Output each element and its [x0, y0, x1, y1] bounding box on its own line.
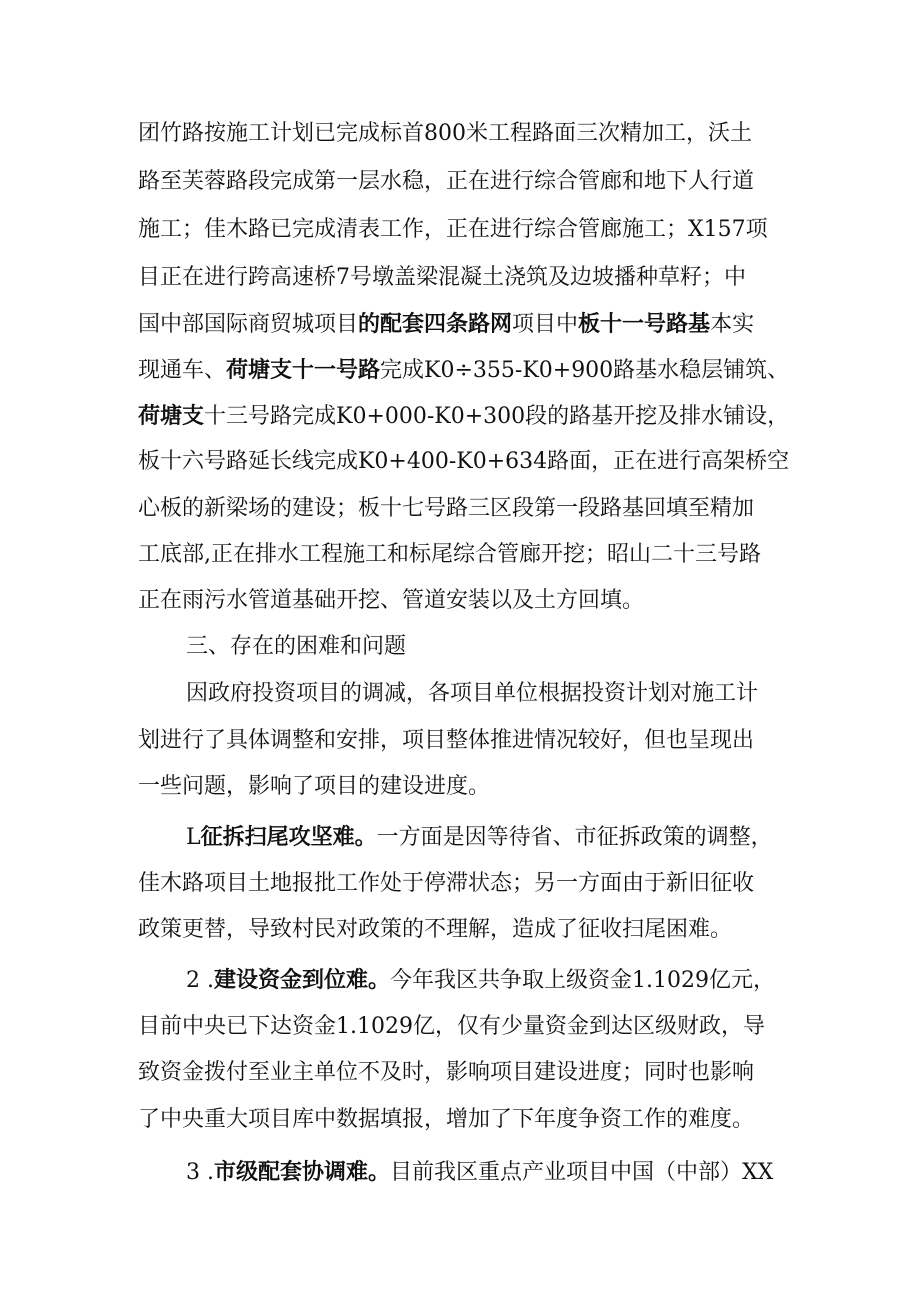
- list-item-first-line: [186, 960, 920, 1000]
- text-span: 本实: [710, 312, 755, 337]
- paragraph-line: 心板的新梁场的建设；板十七号路三区段第一段路基回填至精加: [138, 496, 755, 521]
- text-span: 现通车、: [138, 358, 227, 383]
- list-item-first-line: [186, 1152, 920, 1192]
- paragraph-line: 因政府投资项目的调减，各项目单位根据投资计划对施工计: [186, 681, 759, 706]
- item-title: 市级配套协调难。: [213, 1159, 390, 1185]
- item-title: 征拆扫尾攻坚难。: [200, 824, 377, 850]
- paragraph-line: 路至芙蓉路段完成第一层水稳，正在进行综合管廊和地下人行道: [138, 169, 755, 194]
- item-number: 3 .: [186, 1160, 214, 1185]
- paragraph-line: [138, 350, 920, 390]
- item-number: 2 .: [186, 968, 214, 993]
- paragraph-line: 板十六号路延长线完成K0+400-K0+634路面，正在进行高架桥空: [138, 449, 790, 474]
- bold-text: 荷塘支: [138, 403, 205, 429]
- paragraph-line: 了中央重大项目库中数据填报，增加了下年度争资工作的难度。: [138, 1107, 755, 1132]
- paragraph-line: 目前中央已下达资金1.1029亿，仅有少量资金到达区级财政，导: [138, 1014, 765, 1039]
- text-span: 完成K0÷355-K0+900路基水稳层铺筑、: [380, 358, 790, 383]
- paragraph-line: 一些问题，影响了项目的建设进度。: [138, 774, 491, 799]
- text-span: 今年我区共争取上级资金1.1029亿元，: [390, 968, 775, 993]
- text-span: 十三号路完成K0+000-K0+300段的路基开挖及排水铺设，: [204, 404, 790, 429]
- paragraph-line: 目正在进行跨高速桥7号墩盖梁混凝土浇筑及边坡播种草籽；中: [138, 265, 746, 290]
- text-span: 一方面是因等待省、市征拆政策的调整，: [376, 825, 773, 850]
- paragraph-line: 佳木路项目土地报批工作处于停滞状态；另一方面由于新旧征收: [138, 871, 755, 896]
- bold-text: 板十一号路基: [578, 311, 711, 337]
- paragraph-line: [138, 304, 920, 344]
- bold-text: 荷塘支十一号路: [226, 357, 381, 383]
- list-item-first-line: [186, 817, 920, 857]
- item-title: 建设资金到位难。: [213, 967, 390, 993]
- section-heading: 三、存在的困难和问题: [186, 634, 407, 659]
- item-number: L: [186, 825, 201, 850]
- paragraph-line: 团竹路按施工计划已完成标首800米工程路面三次精加工，沃土: [138, 121, 752, 146]
- paragraph-line: [138, 396, 920, 436]
- paragraph-line: 划进行了具体调整和安排，项目整体推进情况较好，但也呈现出: [138, 728, 755, 753]
- paragraph-line: 施工；佳木路已完成清表工作，正在进行综合管廊施工；X157项: [138, 217, 768, 242]
- paragraph-line: 致资金拨付至业主单位不及时，影响项目建设进度；同时也影响: [138, 1060, 755, 1085]
- paragraph-line: 工底部,正在排水工程施工和标尾综合管廊开挖；昭山二十三号路: [138, 542, 761, 567]
- bold-text: 的配套四条路网: [358, 311, 513, 337]
- paragraph-line: 政策更替，导致村民对政策的不理解，造成了征收扫尾困难。: [138, 917, 733, 942]
- text-span: 目前我区重点产业项目中国（中部）XX: [390, 1160, 774, 1185]
- text-span: 项目中: [512, 312, 579, 337]
- paragraph-line: 正在雨污水管道基础开挖、管道安装以及土方回填。: [138, 588, 645, 613]
- text-span: 国中部国际商贸城项目: [138, 312, 359, 337]
